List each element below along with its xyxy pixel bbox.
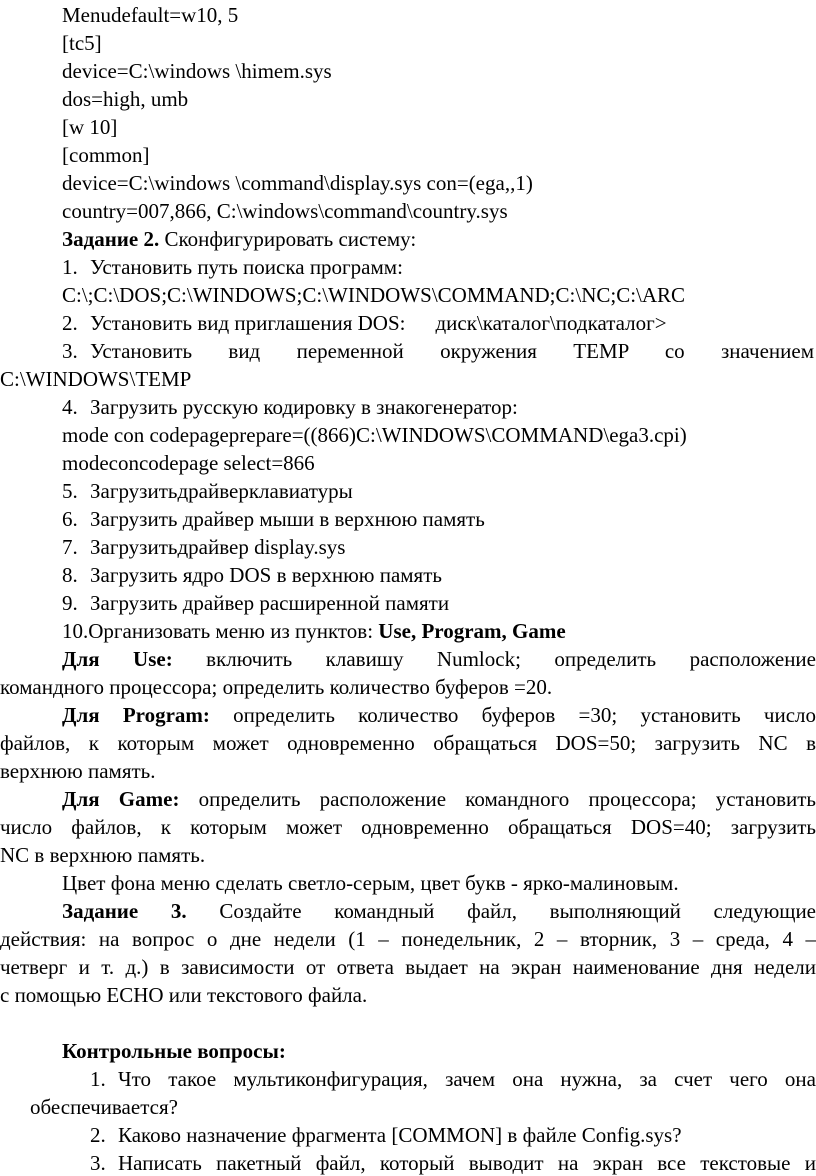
game-paragraph-cont: NC в верхнюю память. [0, 843, 206, 867]
game-label: Для Game: [62, 787, 180, 811]
item-number: 5. [62, 479, 78, 503]
item-text: Загрузить ядро DOS в верхнюю память [90, 563, 442, 587]
use-text: включить клавишу Numlock; определить расположение [172, 647, 816, 671]
item-text: Установить вид переменной окружения TEMP со значением [90, 339, 814, 363]
item-number: 2. [62, 311, 78, 335]
item-number: 1. [62, 255, 78, 279]
game-paragraph [0, 786, 816, 812]
item-number: 3. [90, 1151, 106, 1175]
item-number: 6. [62, 507, 78, 531]
list-item-continuation: C:\WINDOWS\TEMP [0, 367, 192, 391]
question-item [0, 1122, 816, 1148]
task3-paragraph-cont: действия: на вопрос о дне недели (1 – понедельник, 2 – вторник, 3 – среда, 4 – [0, 927, 816, 951]
config-line: [common] [62, 143, 150, 167]
program-paragraph-cont: верхнюю память. [0, 759, 156, 783]
program-label: Для Program: [62, 703, 210, 727]
mode-command: mode con codepageprepare=((866)C:\WINDOWS\COMMAND\ega3.cpi) [62, 423, 687, 447]
list-item [0, 338, 816, 364]
color-paragraph: Цвет фона меню сделать светло-серым, цвет букв - ярко-малиновым. [62, 871, 679, 895]
item-number: 2. [90, 1123, 106, 1147]
task2-title: Сконфигурировать систему: [159, 227, 417, 251]
use-paragraph [0, 646, 816, 672]
list-item [0, 534, 816, 560]
task3-paragraph [0, 898, 816, 924]
mode-command: modeconcodepage select=866 [62, 451, 315, 475]
prompt-value: диск\каталог\подкаталог> [435, 311, 667, 335]
item-number: 10. [62, 619, 89, 643]
list-item [0, 310, 816, 336]
config-line: Menudefault=w10, 5 [62, 3, 239, 27]
questions-heading-text: Контрольные вопросы: [62, 1039, 286, 1063]
use-label: Для Use: [62, 647, 173, 671]
questions-heading [0, 1038, 816, 1064]
item-text: Загрузить драйвер мыши в верхнюю память [90, 507, 485, 531]
item-number: 8. [62, 563, 78, 587]
use-paragraph-cont: командного процессора; определить количество буферов =20. [0, 675, 553, 699]
task3-paragraph-cont: с помощью ECHO или текстового файла. [0, 983, 368, 1007]
question-item [0, 1150, 816, 1176]
game-paragraph-cont: число файлов, к которым может одновременно обращаться DOS=40; загрузить [0, 815, 816, 839]
item-text: Загрузить драйвер расширенной памяти [90, 591, 450, 615]
config-line: device=C:\windows \himem.sys [62, 59, 332, 83]
config-line: country=007,866, C:\windows\command\country.sys [62, 199, 508, 223]
program-paragraph-cont: файлов, к которым может одновременно обращаться DOS=50; загрузить NC в [0, 731, 816, 755]
item-text: Написать пакетный файл, который выводит на экран все текстовые и [118, 1151, 816, 1175]
config-line: [tc5] [62, 31, 102, 55]
item-number: 9. [62, 591, 78, 615]
game-text: определить расположение командного процессора; установить [179, 787, 816, 811]
item-number: 7. [62, 535, 78, 559]
list-item [0, 394, 816, 420]
list-item [0, 590, 816, 616]
task3-paragraph-cont: четверг и т. д.) в зависимости от ответа выдает на экран наименование дня недели [0, 955, 816, 979]
item-number: 4. [62, 395, 78, 419]
item-text: Каково назначение фрагмента [COMMON] в файле Config.sys? [118, 1123, 682, 1147]
question-item-cont: обеспечивается? [30, 1095, 178, 1119]
item-text: Установить вид приглашения DOS: [90, 311, 406, 335]
item-text: Загрузитьдрайвер display.sys [90, 535, 346, 559]
task3-label: Задание 3. [62, 899, 187, 923]
list-item [0, 618, 816, 644]
task2-heading [0, 226, 816, 252]
config-line: device=C:\windows \command\display.sys con=(ega,,1) [62, 171, 533, 195]
item-number: 3. [62, 339, 78, 363]
item-number: 1. [90, 1067, 106, 1091]
search-path: C:\;C:\DOS;C:\WINDOWS;C:\WINDOWS\COMMAND;C:\NC;C:\ARC [62, 283, 686, 307]
item-text: Организовать меню из пунктов: [88, 619, 379, 643]
item-text: Загрузить русскую кодировку в знакогенератор: [90, 395, 518, 419]
list-item [0, 506, 816, 532]
list-item [0, 254, 816, 280]
item-text: Установить путь поиска программ: [90, 255, 403, 279]
task2-label: Задание 2. [62, 227, 160, 251]
program-paragraph [0, 702, 816, 728]
config-line: dos=high, umb [62, 87, 189, 111]
task3-text: Создайте командный файл, выполняющий следующие [186, 899, 816, 923]
program-text: определить количество буферов =30; установить число [209, 703, 816, 727]
list-item [0, 478, 816, 504]
config-line: [w 10] [62, 115, 118, 139]
list-item [0, 562, 816, 588]
item-text: Что такое мультиконфигурация, зачем она нужна, за счет чего она [118, 1067, 816, 1091]
menu-items: Use, Program, Game [378, 619, 566, 643]
question-item [0, 1066, 816, 1092]
item-text: Загрузитьдрайверклавиатуры [90, 479, 353, 503]
